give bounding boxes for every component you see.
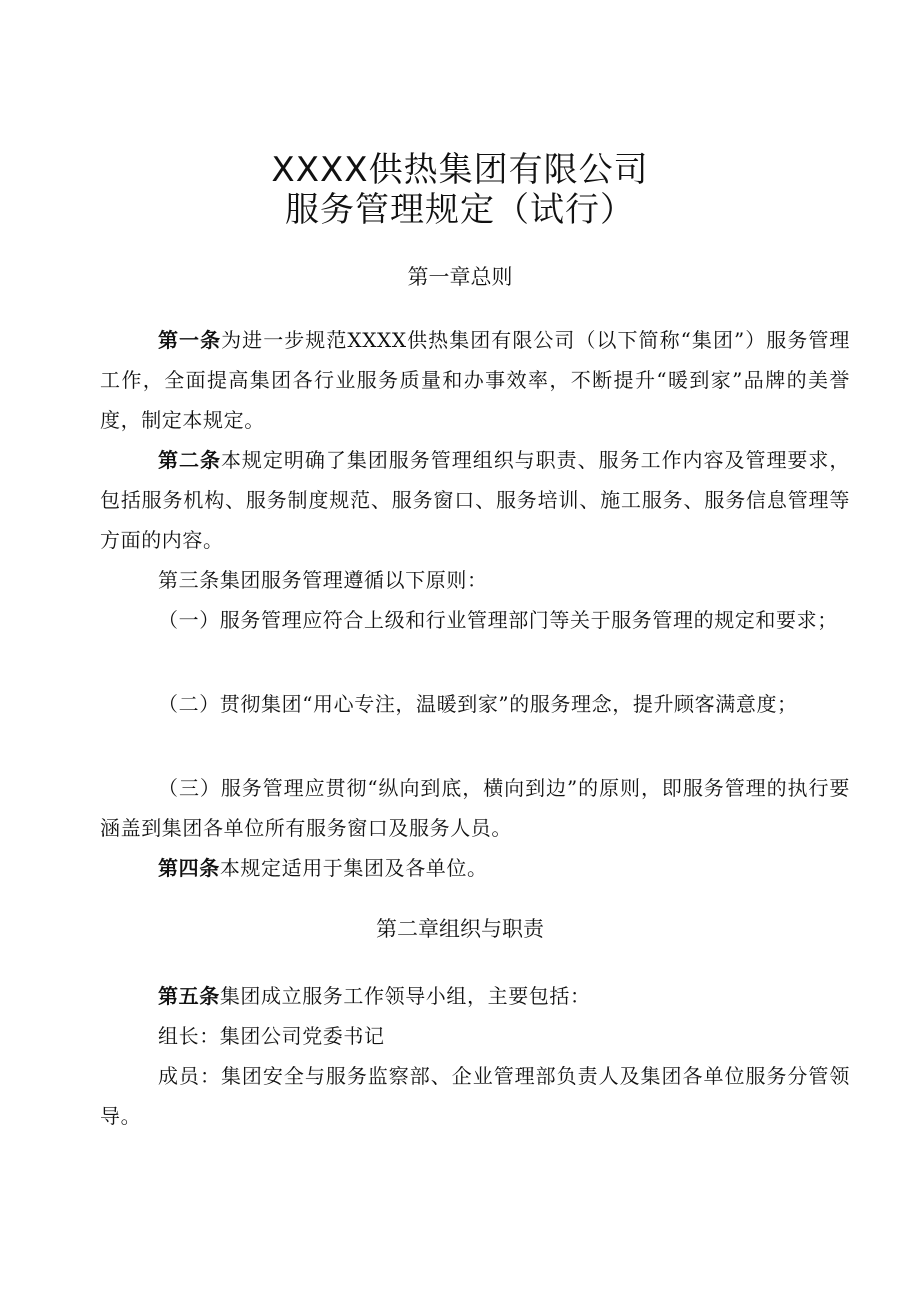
article-1-label: 第一条 [158,328,222,352]
article-1-text: 为进一步规范XXXX供热集团有限公司（以下简称“集团”）服务管理工作，全面提高集团各行业服务质量和办事效率，不断提升“暖到家”品牌的美誉度，制定本规定。 [100,328,850,432]
article-3 [100,560,850,600]
chapter1-heading: 第一章总则 [407,265,513,289]
article-2-text: 本规定明确了集团服务管理组织与职责、服务工作内容及管理要求，包括服务机构、服务制度规范、服务窗口、服务培训、施工服务、服务信息管理等方面的内容。 [100,448,850,552]
article-5 [100,976,850,1016]
group-members: 成员：集团安全与服务监察部、企业管理部负责人及集团各单位服务分管领导。 [100,1064,850,1128]
chapter2-heading: 第二章组织与职责 [376,917,544,941]
article-5-text: 集团成立服务工作领导小组，主要包括： [219,984,591,1008]
article-4-text: 本规定适用于集团及各单位。 [219,856,488,880]
article-3-label: 第三条 [158,568,220,592]
article-5-label: 第五条 [158,984,220,1008]
principle-3: （三）服务管理应贯彻“纵向到底，横向到边”的原则，即服务管理的执行要涵盖到集团各单位所有服务窗口及服务人员。 [100,776,850,840]
article-3-text: 集团服务管理遵循以下原则： [219,568,488,592]
document-title-line1: XXXX供热集团有限公司 [271,150,649,190]
principle-1: （一）服务管理应符合上级和行业管理部门等关于服务管理的规定和要求； [158,608,838,632]
article-2-label: 第二条 [158,448,221,472]
article-1 [100,320,850,440]
article-4-label: 第四条 [158,856,220,880]
article-4 [100,848,850,888]
principle-2: （二）贯彻集团“用心专注，温暖到家”的服务理念，提升顾客满意度； [158,692,798,716]
document-title-line2: 服务管理规定（试行） [285,190,635,230]
group-leader: 组长：集团公司党委书记 [158,1024,385,1048]
article-2 [100,440,850,560]
